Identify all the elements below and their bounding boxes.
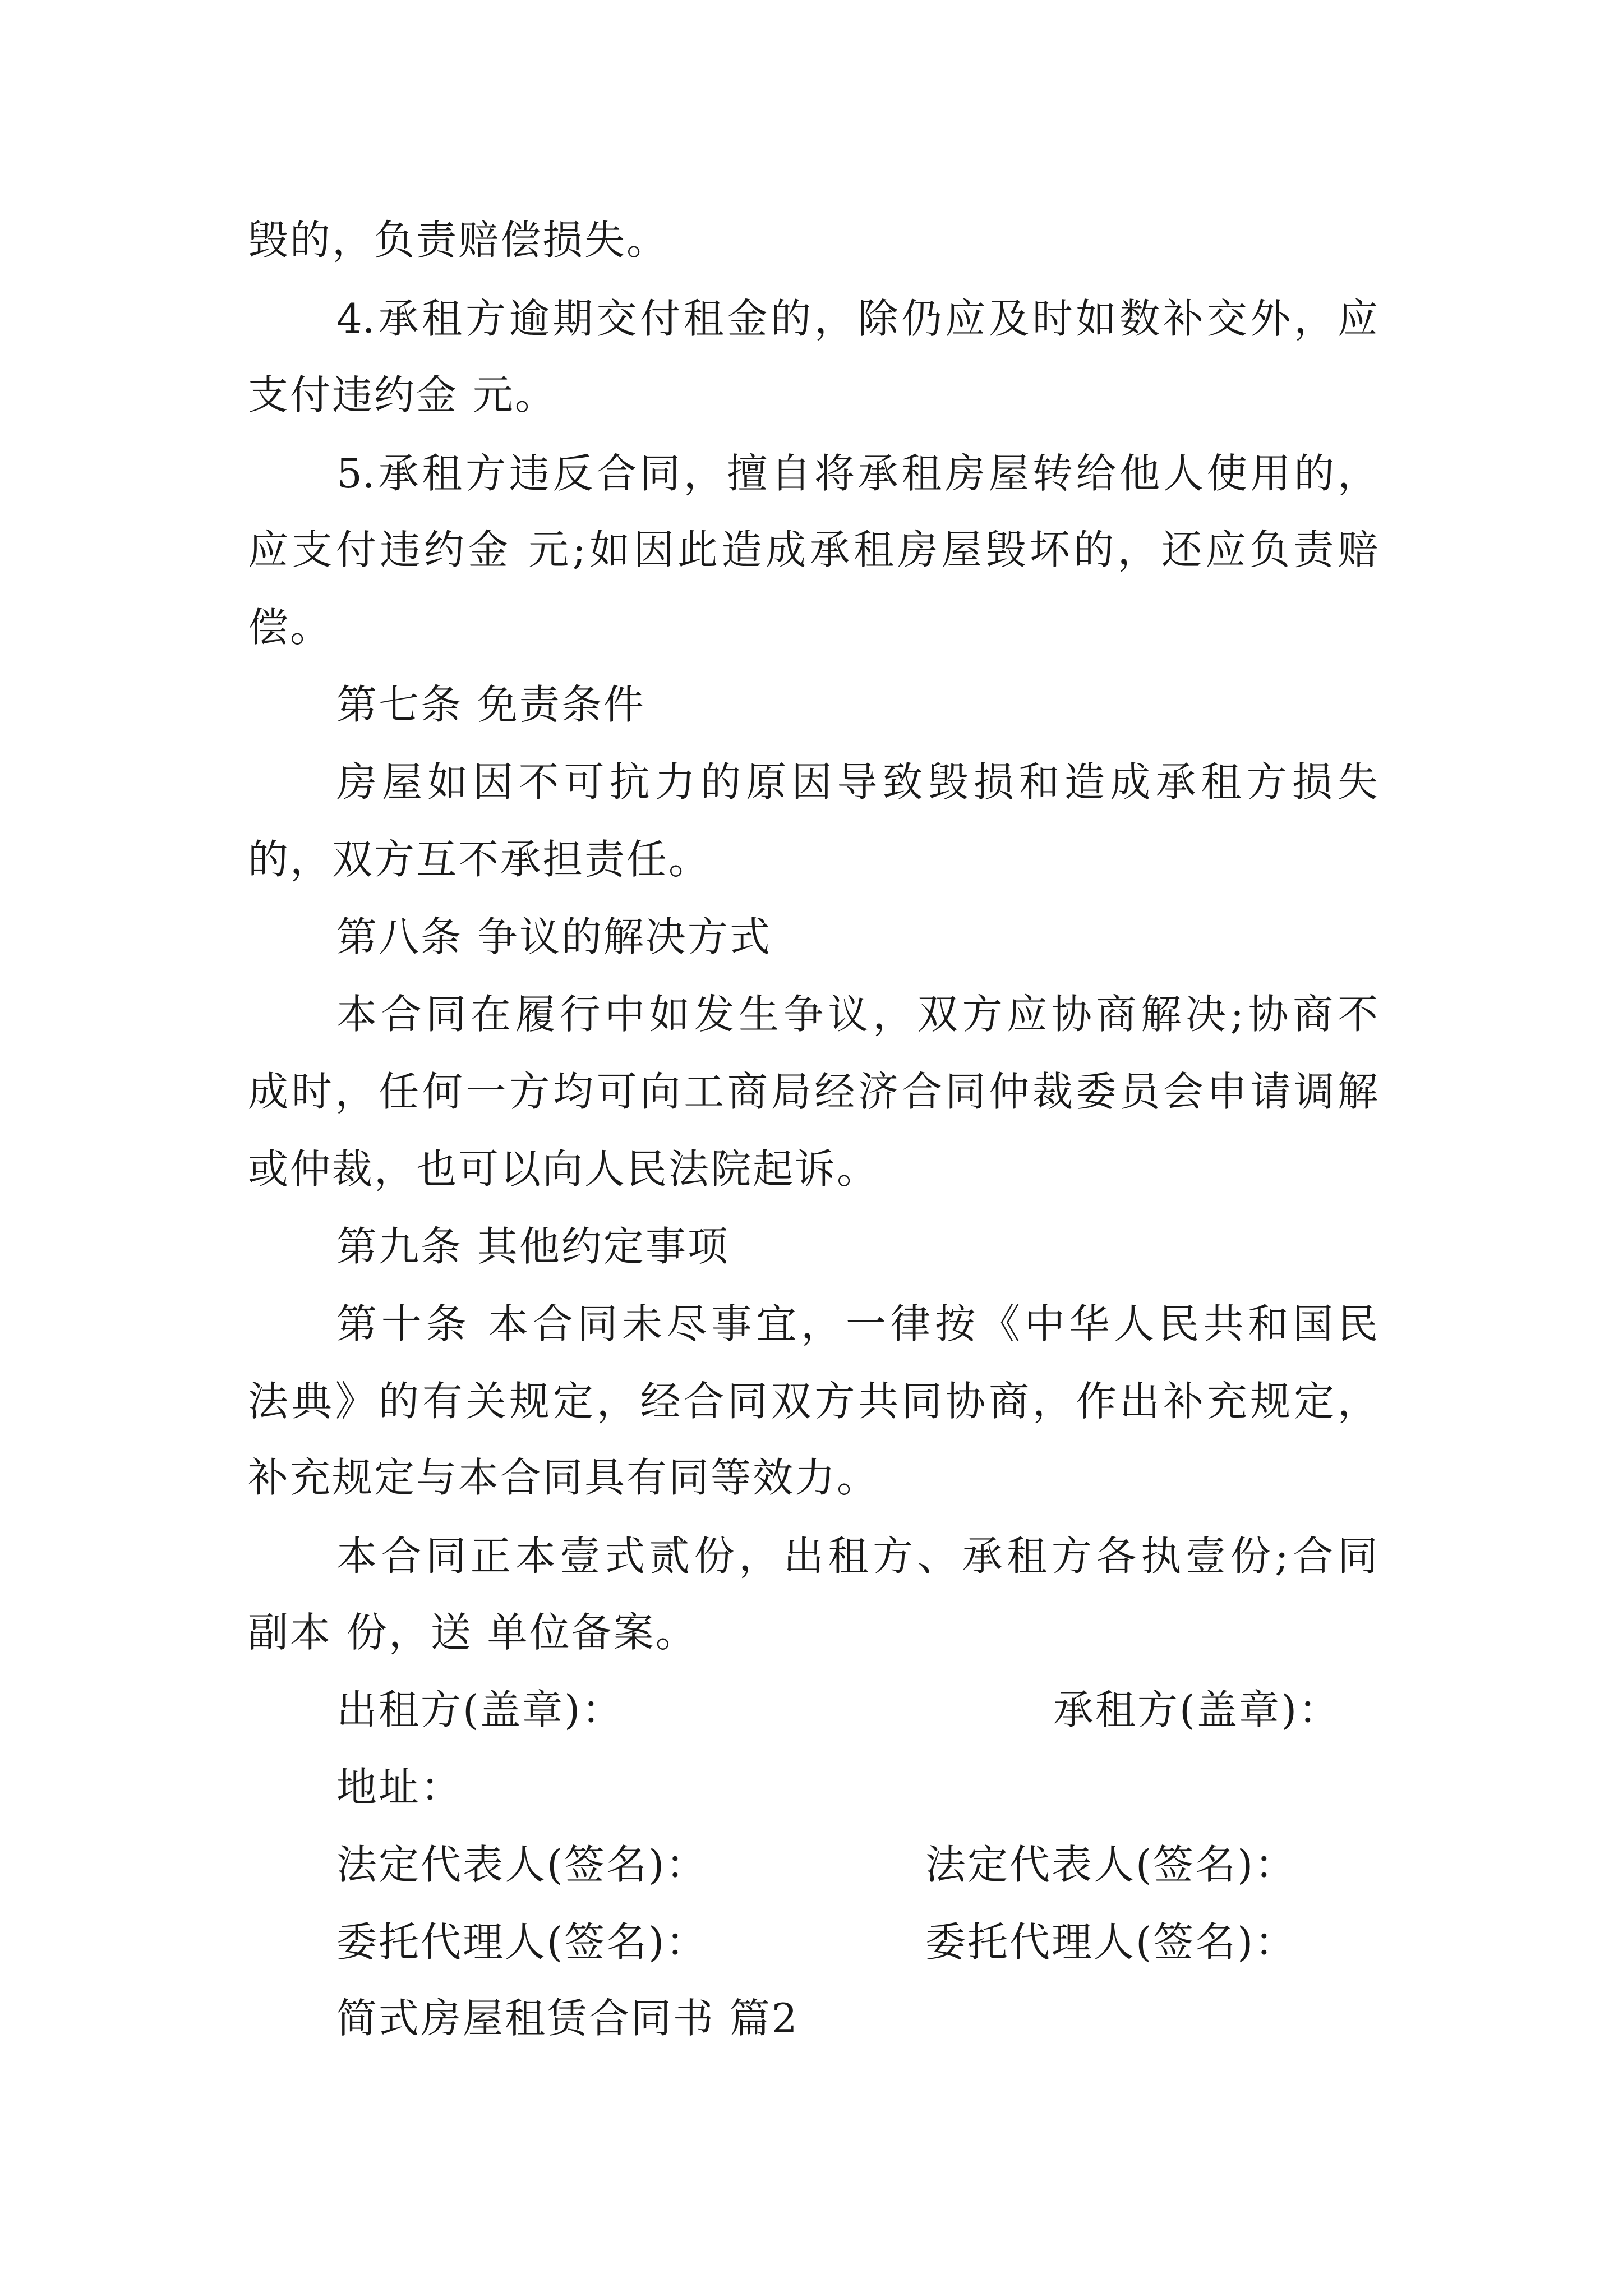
paragraph-line: 房屋如因不可抗力的原因导致毁损和造成承租方损失 [336, 758, 1378, 806]
paragraph-line: 的，双方互不承担责任。 [248, 836, 711, 883]
paragraph-line: 应支付违约金 元;如因此造成承租房屋毁坏的，还应负责赔 [248, 526, 1378, 573]
paragraph-line: 5.承租方违反合同，擅自将承租房屋转给他人使用的， [336, 450, 1378, 497]
lessor-agent-label: 委托代理人(签名)： [336, 1918, 708, 1966]
next-section-heading: 简式房屋租赁合同书 篇2 [336, 1995, 799, 2042]
section-heading: 第七条 免责条件 [336, 681, 645, 728]
paragraph-line: 本合同正本壹式贰份，出租方、承租方各执壹份;合同 [336, 1533, 1378, 1580]
paragraph-line: 副本 份，送 单位备案。 [248, 1609, 698, 1656]
section-heading: 第九条 其他约定事项 [336, 1223, 730, 1270]
lessee-agent-label: 委托代理人(签名)： [925, 1918, 1297, 1966]
lessee-representative-label: 法定代表人(签名)： [925, 1841, 1297, 1888]
paragraph-line: 偿。 [248, 604, 333, 651]
lessor-seal-label: 出租方(盖章)： [336, 1686, 624, 1733]
paragraph-line: 成时，任何一方均可向工商局经济合同仲裁委员会申请调解 [248, 1068, 1378, 1115]
paragraph-line: 支付违约金 元。 [248, 371, 557, 418]
paragraph-line: 第十条 本合同未尽事宜，一律按《中华人民共和国民 [336, 1300, 1378, 1347]
address-label: 地址： [336, 1764, 463, 1811]
paragraph-line: 法典》的有关规定，经合同双方共同协商，作出补充规定， [248, 1378, 1378, 1425]
paragraph-line: 或仲裁，也可以向人民法院起诉。 [248, 1145, 879, 1193]
lessor-representative-label: 法定代表人(签名)： [336, 1841, 708, 1888]
paragraph-line: 毁的，负责赔偿损失。 [248, 217, 669, 264]
paragraph-line: 4.承租方逾期交付租金的，除仍应及时如数补交外，应 [336, 295, 1378, 342]
lessee-seal-label: 承租方(盖章)： [1053, 1686, 1341, 1733]
paragraph-line: 本合同在履行中如发生争议，双方应协商解决;协商不 [336, 991, 1378, 1038]
section-heading: 第八条 争议的解决方式 [336, 913, 772, 960]
paragraph-line: 补充规定与本合同具有同等效力。 [248, 1454, 879, 1501]
